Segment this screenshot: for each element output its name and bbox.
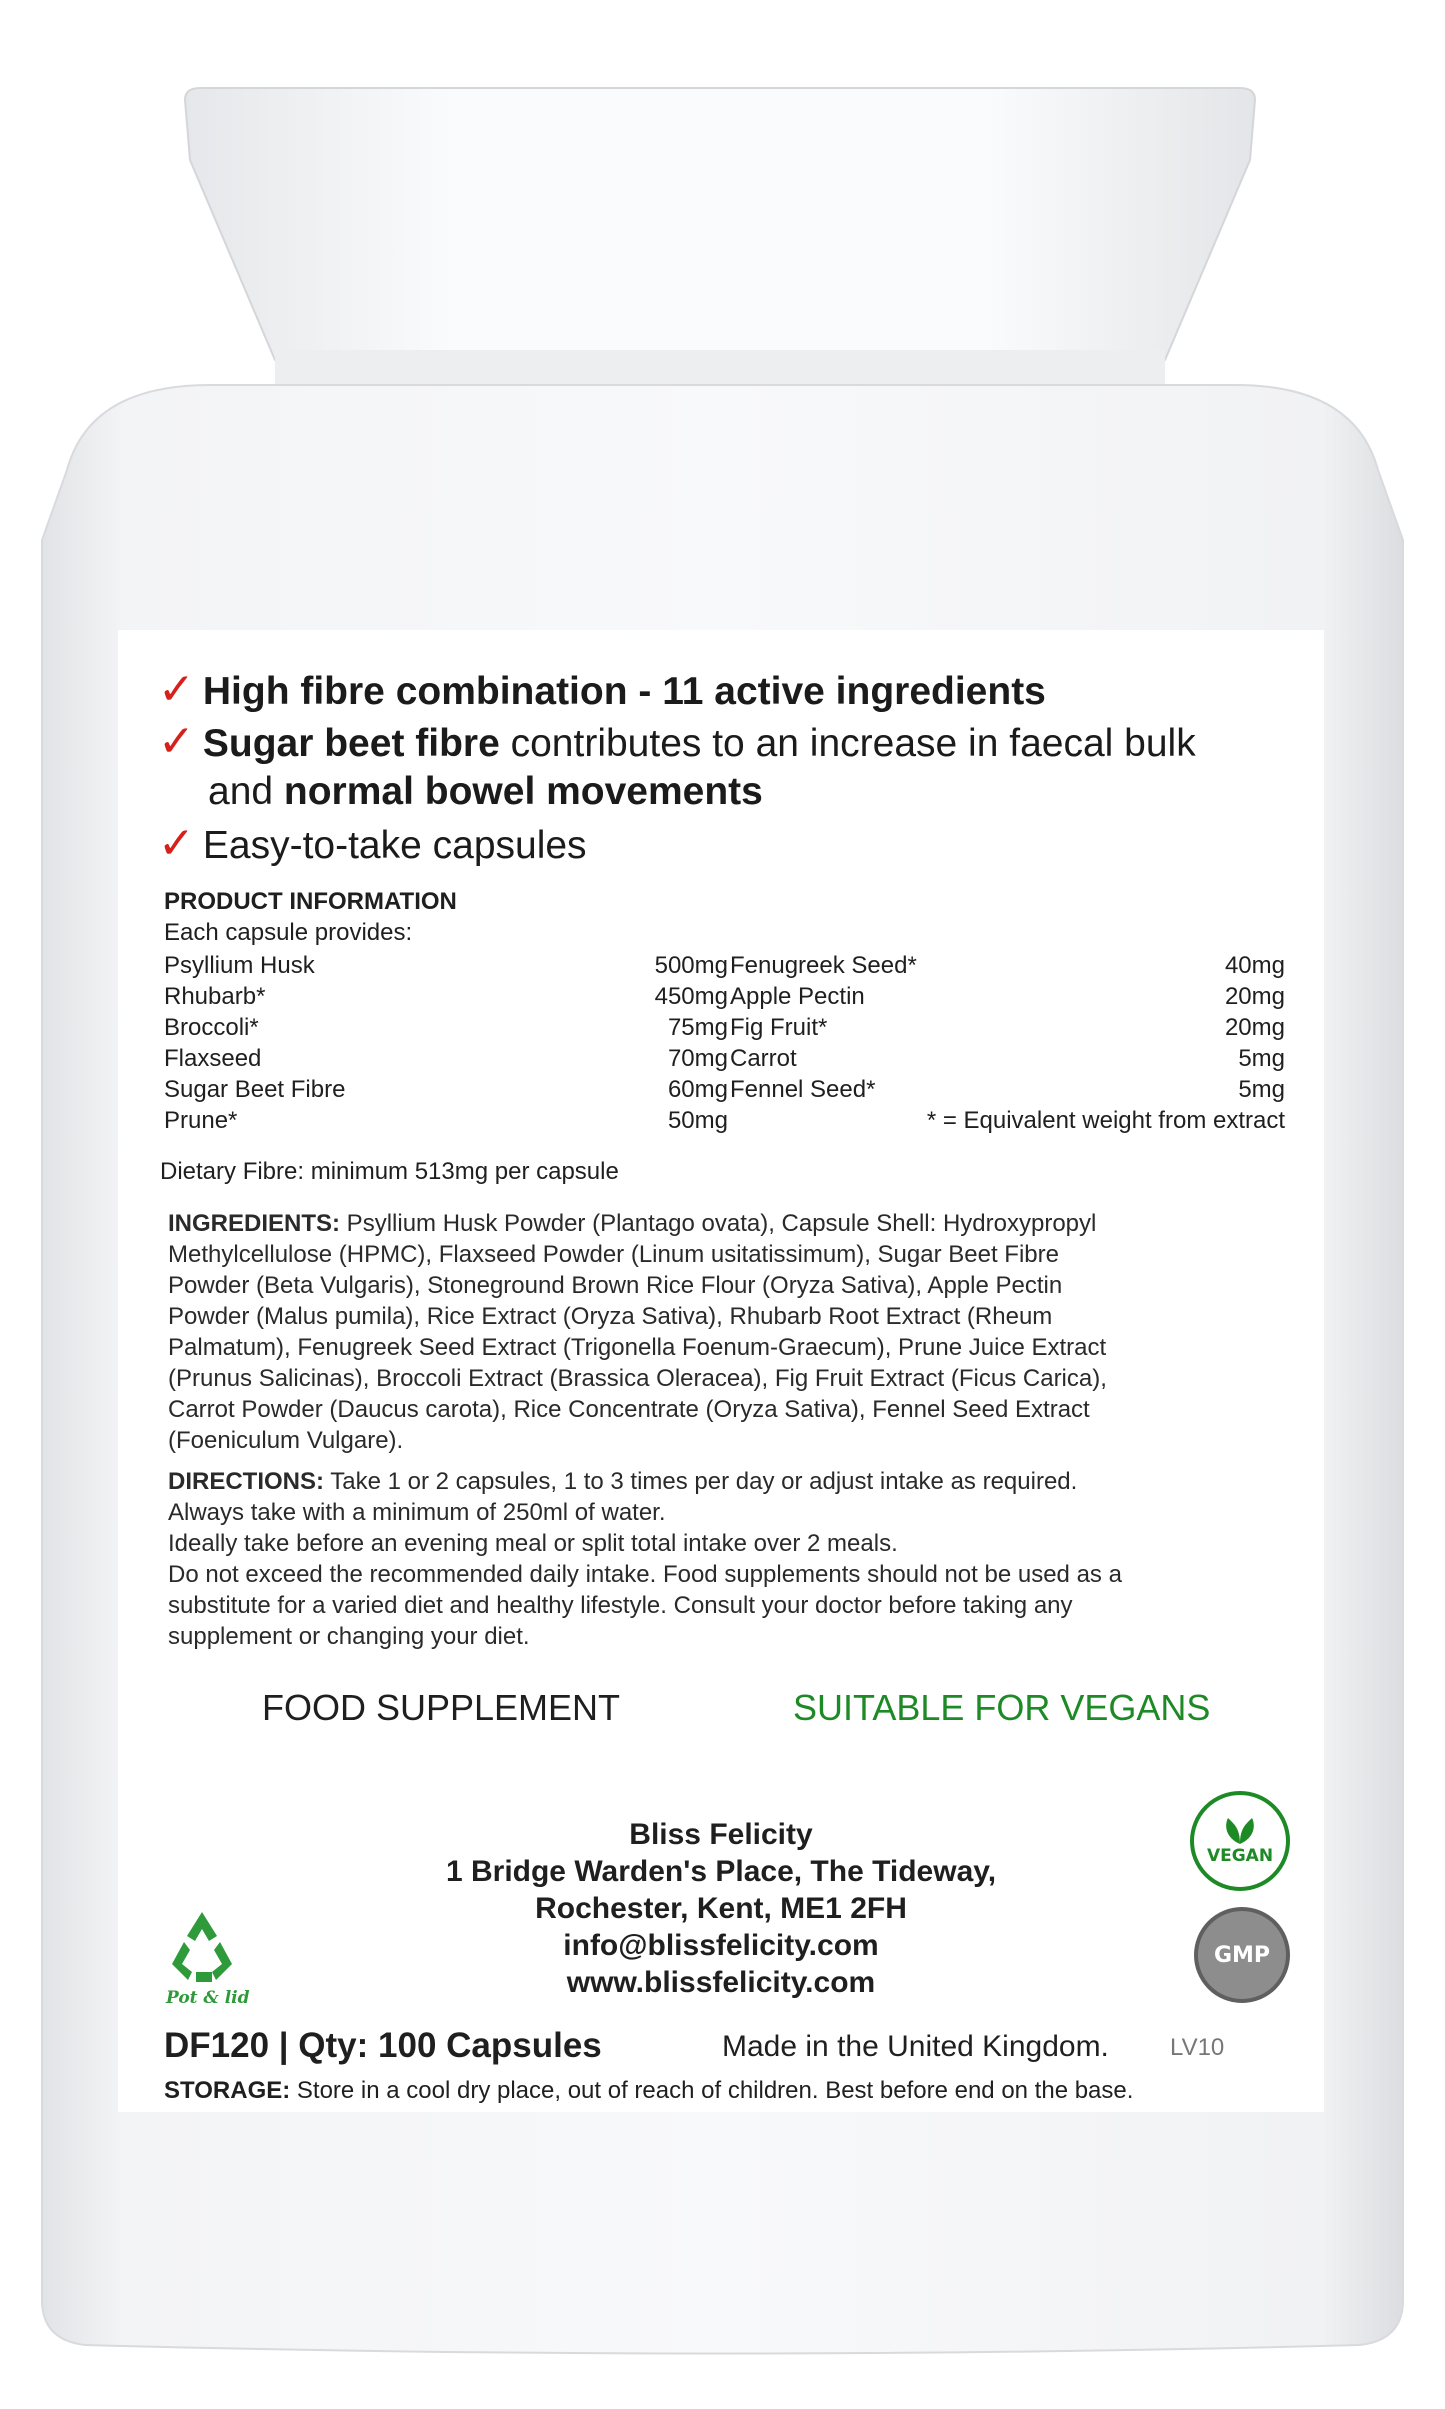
gmp-badge <box>1194 1907 1290 2003</box>
nutrient-amount: 60mg <box>667 1076 728 1103</box>
made-in: Made in the United Kingdom. <box>722 2030 1109 2063</box>
recycle-label: Pot & lid <box>166 1988 250 2008</box>
nutrient-name: Rhubarb* <box>164 983 266 1010</box>
nutrient-amount: 5mg <box>1238 1076 1285 1103</box>
nutrient-name: Broccoli* <box>164 1014 259 1041</box>
suitable-for-vegans-label: SUITABLE FOR VEGANS <box>793 1687 1211 1728</box>
directions-line: substitute for a varied diet and healthy lifestyle. Consult your doctor before taking any <box>168 1592 1073 1619</box>
directions-line: Always take with a minimum of 250ml of water. <box>168 1499 666 1526</box>
table-row <box>730 1012 1285 1043</box>
table-row <box>164 981 728 1012</box>
bottle-lid <box>185 88 1255 360</box>
storage-line <box>164 2077 1133 2105</box>
ingredients-line: (Prunus Salicinas), Broccoli Extract (Brassica Oleracea), Fig Fruit Extract (Ficus Carica), <box>168 1365 1107 1392</box>
company-name: Bliss Felicity <box>629 1818 813 1851</box>
nutrient-name: Psyllium Husk <box>164 952 315 979</box>
ingredients-line: Methylcellulose (HPMC), Flaxseed Powder (Linum usitatissimum), Sugar Beet Fibre <box>168 1241 1059 1268</box>
nutrient-amount: 500mg <box>654 952 728 979</box>
nutrient-amount: 75mg <box>667 1014 728 1041</box>
table-row <box>730 950 1285 981</box>
table-row <box>164 1074 728 1105</box>
company-website: www.blissfelicity.com <box>566 1966 876 1999</box>
nutrient-amount: 450mg <box>654 983 728 1010</box>
nutrient-amount: 50mg <box>667 1107 728 1134</box>
nutrient-name: Carrot <box>730 1045 797 1072</box>
nutrient-name: Fennel Seed* <box>730 1076 876 1103</box>
product-label <box>118 630 1324 2112</box>
company-email: info@blissfelicity.com <box>563 1929 879 1962</box>
company-address-line-1: 1 Bridge Warden's Place, The Tideway, <box>445 1855 997 1888</box>
ingredients-line: (Foeniculum Vulgare). <box>168 1427 404 1454</box>
nutrient-amount: 40mg <box>1224 952 1285 979</box>
label-version: LV10 <box>1170 2034 1225 2061</box>
bullet-1 <box>158 665 1046 716</box>
ingredients-line: Carrot Powder (Daucus carota), Rice Concentrate (Oryza Sativa), Fennel Seed Extract <box>168 1396 1090 1423</box>
nutrient-amount: 70mg <box>667 1045 728 1072</box>
nutrient-name: Prune* <box>164 1107 238 1134</box>
table-row <box>164 1105 728 1136</box>
ingredients-text: Psyllium Husk Powder (Plantago ovata), Capsule Shell: Hydroxypropyl <box>340 1210 1097 1237</box>
bullet-2-line2-pre: and <box>208 770 284 813</box>
directions-line: supplement or changing your diet. <box>168 1623 530 1650</box>
bullet-3 <box>158 819 587 870</box>
table-row <box>730 1074 1285 1105</box>
footnote: * = Equivalent weight from extract <box>926 1107 1285 1134</box>
vegan-badge <box>1190 1791 1290 1891</box>
table-row <box>730 981 1285 1012</box>
nutrient-name: Fig Fruit* <box>730 1014 828 1041</box>
directions-text: Take 1 or 2 capsules, 1 to 3 times per day or adjust intake as required. <box>324 1468 1078 1495</box>
check-icon: ✓ <box>158 717 195 766</box>
nutrient-amount: 20mg <box>1224 1014 1285 1041</box>
table-row <box>164 1043 728 1074</box>
directions-line: Do not exceed the recommended daily intake. Food supplements should not be used as a <box>168 1561 1122 1588</box>
dietary-fibre: Dietary Fibre: minimum 513mg per capsule <box>160 1158 619 1185</box>
bullet-1-text: High fibre combination - 11 active ingredients <box>202 670 1046 713</box>
table-row <box>164 1012 728 1043</box>
nutrient-table-left <box>164 950 728 1140</box>
company-address-line-2: Rochester, Kent, ME1 2FH <box>535 1892 907 1925</box>
storage-label: STORAGE: <box>164 2077 291 2104</box>
directions-line: Ideally take before an evening meal or split total intake over 2 meals. <box>168 1530 898 1557</box>
nutrient-name: Apple Pectin <box>730 983 865 1010</box>
recycle-logo <box>162 1908 250 2008</box>
nutrient-name: Sugar Beet Fibre <box>164 1076 346 1103</box>
recycle-icon <box>162 1908 242 1986</box>
vegan-badge-text: VEGAN <box>1206 1846 1274 1866</box>
ingredients-line-1 <box>168 1208 1096 1239</box>
directions-label: DIRECTIONS: <box>168 1468 324 1495</box>
check-icon: ✓ <box>158 665 195 714</box>
storage-text: Store in a cool dry place, out of reach of children. Best before end on the base. <box>290 2077 1134 2104</box>
gmp-badge-text: GMP <box>1213 1942 1271 1968</box>
table-row <box>164 950 728 981</box>
leaf-icon <box>1218 1816 1262 1846</box>
ingredients-line: Palmatum), Fenugreek Seed Extract (Trigonella Foenum-Graecum), Prune Juice Extract <box>168 1334 1107 1361</box>
product-code: DF120 | Qty: 100 Capsules <box>164 2026 602 2065</box>
company-address <box>118 1816 1324 2001</box>
nutrient-amount: 5mg <box>1238 1045 1285 1072</box>
bullet-2-line2 <box>208 767 763 816</box>
nutrient-name: Flaxseed <box>164 1045 262 1072</box>
nutrient-name: Fenugreek Seed* <box>730 952 917 979</box>
ingredients-line: Powder (Beta Vulgaris), Stoneground Brown Rice Flour (Oryza Sativa), Apple Pectin <box>168 1272 1063 1299</box>
ingredients-line: Powder (Malus pumila), Rice Extract (Oryza Sativa), Rhubarb Root Extract (Rheum <box>168 1303 1053 1330</box>
table-row <box>730 1043 1285 1074</box>
nutrient-table-right <box>730 950 1285 1140</box>
ingredients-label: INGREDIENTS: <box>168 1210 341 1237</box>
bottle-neck <box>275 350 1165 388</box>
food-supplement-label: FOOD SUPPLEMENT <box>262 1687 621 1728</box>
product-info-heading: PRODUCT INFORMATION <box>164 888 457 915</box>
check-icon: ✓ <box>158 819 195 868</box>
nutrient-amount: 20mg <box>1224 983 1285 1010</box>
bullet-2-bold: Sugar beet fibre <box>202 722 500 765</box>
product-info-subheading: Each capsule provides: <box>164 919 413 946</box>
bullet-3-text: Easy-to-take capsules <box>202 824 587 867</box>
bullet-2-line2-bold: normal bowel movements <box>283 770 763 813</box>
bullet-2-rest: contributes to an increase in faecal bulk <box>499 722 1196 765</box>
bullet-2 <box>158 717 1196 768</box>
directions-line-1 <box>168 1466 1077 1497</box>
footnote-row <box>730 1105 1285 1136</box>
